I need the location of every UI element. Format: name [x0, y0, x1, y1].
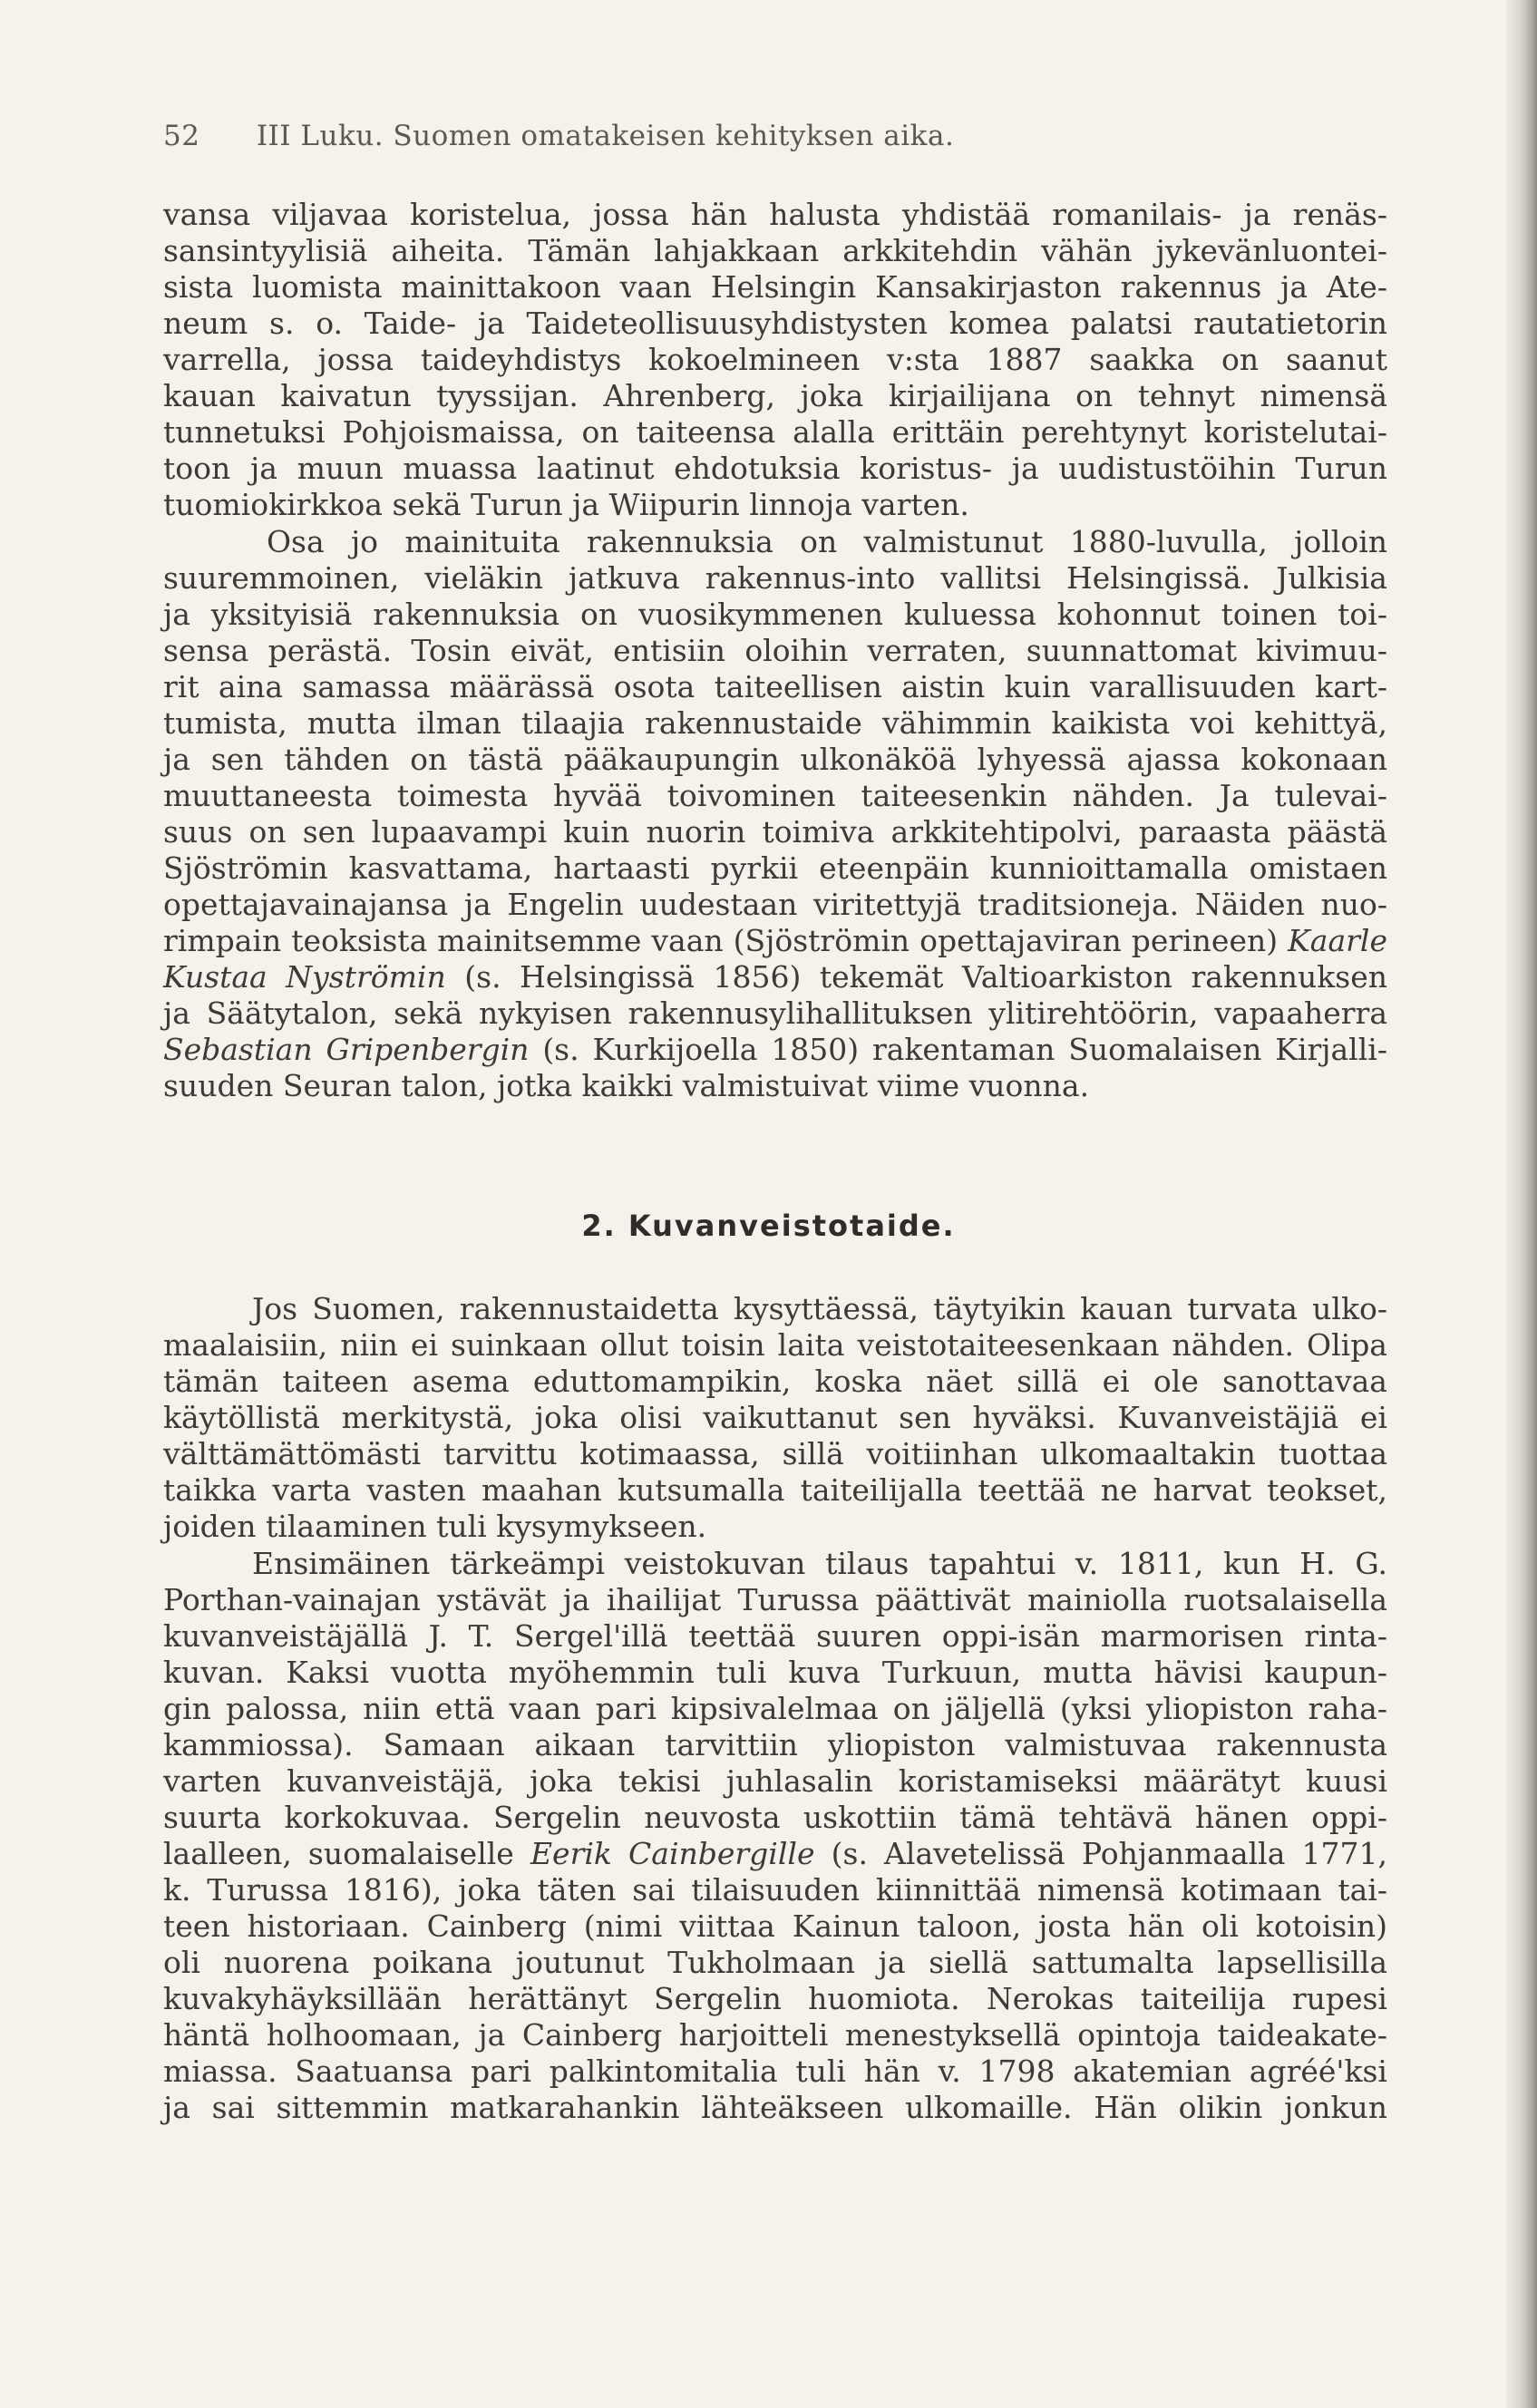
text-line: häntä holhoomaan, ja Cainberg harjoitteli menestyksellä opintoja taideakate-: [163, 2017, 1387, 2053]
page-edge-shadow: [1506, 0, 1537, 2408]
paragraph-4: [163, 1546, 1387, 2126]
text-line: suuden Seuran talon, jotka kaikki valmistuivat viime vuonna.: [163, 1068, 1090, 1103]
text-line: ja sai sittemmin matkarahankin lähteäkseen ulkomaille. Hän olikin jonkun: [163, 2090, 1387, 2125]
text-segment: (s. Kurkijoella 1850) rakentaman Suomalaisen Kirjalli-: [542, 1032, 1387, 1067]
text-segment: rimpain teoksista mainitsemme vaan (Sjöströmin opettajaviran perineen): [163, 923, 1279, 958]
text-line: Sjöströmin kasvattama, hartaasti pyrkii eteenpäin kunnioittamalla omistaen: [163, 850, 1387, 886]
text-line: tuomiokirkkoa sekä Turun ja Wiipurin linnoja varten.: [163, 487, 969, 522]
text-line: opettajavainajansa ja Engelin uudestaan viritettyjä traditsioneja. Näiden nuo-: [163, 887, 1387, 922]
text-line: kuvakyhäyksillään herättänyt Sergelin huomiota. Nerokas taiteilija rupesi: [163, 1981, 1387, 2016]
paragraph-2: [163, 524, 1387, 1104]
text-line: tunnetuksi Pohjoismaissa, on taiteensa alalla erittäin perehtynyt koristelutai-: [163, 414, 1387, 450]
text-line: Osa jo mainituita rakennuksia on valmistunut 1880-luvulla, jolloin: [267, 524, 1387, 559]
text-line: kammiossa). Samaan aikaan tarvittiin yliopiston valmistuvaa rakennusta: [163, 1727, 1387, 1762]
text-line: suus on sen lupaavampi kuin nuorin toimiva arkkitehtipolvi, paraasta päästä: [163, 814, 1387, 850]
paragraph-3: [163, 1291, 1387, 1545]
text-line: käytöllistä merkitystä, joka olisi vaikuttanut sen hyväksi. Kuvanveistäjiä ei: [163, 1400, 1387, 1435]
text-line: kuvanveistäjällä J. T. Sergel'illä teettää suuren oppi-isän marmorisen rinta-: [163, 1618, 1387, 1654]
person-name: Sebastian Gripenbergin: [163, 1032, 530, 1067]
text-line: Porthan-vainajan ystävät ja ihailijat Turussa päättivät mainiolla ruotsalaisella: [163, 1582, 1387, 1617]
text-line: kauan kaivatun tyyssijan. Ahrenberg, joka kirjailijana on tehnyt nimensä: [163, 378, 1387, 413]
page-number: 52: [163, 120, 200, 152]
text-line: sista luomista mainittakoon vaan Helsingin Kansakirjaston rakennus ja Ate-: [163, 269, 1387, 305]
text-line: varten kuvanveistäjä, joka tekisi juhlasalin koristamiseksi määrätyt kuusi: [163, 1763, 1387, 1799]
text-line: neum s. o. Taide- ja Taideteollisuusyhdistysten komea palatsi rautatietorin: [163, 306, 1387, 341]
text-line: [163, 1836, 1387, 1872]
text-line: välttämättömästi tarvittu kotimaassa, sillä voitiinhan ulkomaaltakin tuottaa: [163, 1436, 1387, 1471]
text-line: taikka varta vasten maahan kutsumalla taiteilijalla teettää ne harvat teokset,: [163, 1472, 1387, 1508]
text-line: tumista, mutta ilman tilaajia rakennustaide vähimmin kaikista voi kehittyä,: [163, 705, 1387, 741]
text-line: suurta korkokuvaa. Sergelin neuvosta uskottiin tämä tehtävä hänen oppi-: [163, 1800, 1387, 1835]
person-name: Kaarle: [1288, 923, 1387, 958]
section-title: 2. Kuvanveistotaide.: [581, 1209, 956, 1243]
text-line: sensa perästä. Tosin eivät, entisiin oloihin verraten, suunnattomat kivimuu-: [163, 633, 1387, 668]
text-line: rit aina samassa määrässä osota taiteellisen aistin kuin varallisuuden kart-: [163, 669, 1387, 704]
text-line: sansintyylisiä aiheita. Tämän lahjakkaan arkkitehdin vähän jykevänluontei-: [163, 233, 1387, 268]
text-line: maalaisiin, niin ei suinkaan ollut toisin laita veistotaiteesenkaan nähden. Olipa: [163, 1327, 1387, 1363]
text-line: k. Turussa 1816), joka täten sai tilaisuuden kiinnittää nimensä kotimaan tai-: [163, 1872, 1387, 1908]
text-line: kuvan. Kaksi vuotta myöhemmin tuli kuva Turkuun, mutta hävisi kaupun-: [163, 1655, 1387, 1690]
text-line: [163, 923, 1387, 959]
text-line: muuttaneesta toimesta hyvää toivominen taiteesenkin nähden. Ja tulevai-: [163, 778, 1387, 813]
text-segment: (s. Alavetelissä Pohjanmaalla 1771,: [831, 1836, 1387, 1871]
text-line: suuremmoinen, vieläkin jatkuva rakennus-into vallitsi Helsingissä. Julkisia: [163, 560, 1387, 596]
text-line: oli nuorena poikana joutunut Tukholmaan ja siellä sattumalta lapsellisilla: [163, 1945, 1387, 1980]
paragraph-1: [163, 197, 1387, 523]
text-line: toon ja muun muassa laatinut ehdotuksia koristus- ja uudistustöihin Turun: [163, 451, 1387, 486]
running-header: [163, 120, 954, 152]
running-title: III Luku. Suomen omatakeisen kehityksen aika.: [256, 120, 955, 152]
text-line: gin palossa, niin että vaan pari kipsivalelmaa on jäljellä (yksi yliopiston raha-: [163, 1691, 1387, 1726]
text-line: miassa. Saatuansa pari palkintomitalia tuli hän v. 1798 akatemian agréé'ksi: [163, 2054, 1387, 2089]
text-line: ja yksityisiä rakennuksia on vuosikymmenen kuluessa kohonnut toinen toi-: [163, 597, 1387, 632]
text-line: [163, 1032, 1387, 1068]
text-line: tämän taiteen asema eduttomampikin, koska näet sillä ei ole sanottavaa: [163, 1364, 1387, 1399]
text-line: Ensimäinen tärkeämpi veistokuvan tilaus tapahtui v. 1811, kun H. G.: [252, 1546, 1387, 1581]
person-name: Eerik Cainbergille: [530, 1836, 815, 1871]
text-line: ja Säätytalon, sekä nykyisen rakennusylihallituksen ylitirehtöörin, vapaaherra: [163, 995, 1387, 1031]
text-line: varrella, jossa taideyhdistys kokoelmineen v:sta 1887 saakka on saanut: [163, 342, 1387, 377]
text-line: Jos Suomen, rakennustaidetta kysyttäessä, täytyikin kauan turvata ulko-: [252, 1291, 1387, 1326]
text-line: teen historiaan. Cainberg (nimi viittaa Kainun taloon, josta hän oli kotoisin): [163, 1908, 1387, 1944]
person-name: Kustaa Nyströmin: [163, 959, 446, 995]
text-line: joiden tilaaminen tuli kysymykseen.: [163, 1509, 707, 1544]
text-segment: (s. Helsingissä 1856) tekemät Valtioarkiston rakennuksen: [464, 959, 1387, 995]
text-line: vansa viljavaa koristelua, jossa hän halusta yhdistää romanilais- ja renäs-: [163, 197, 1387, 232]
text-segment: laalleen, suomalaiselle: [163, 1836, 514, 1871]
text-line: ja sen tähden on tästä pääkaupungin ulkonäköä lyhyessä ajassa kokonaan: [163, 742, 1387, 777]
text-line: [163, 959, 1387, 995]
